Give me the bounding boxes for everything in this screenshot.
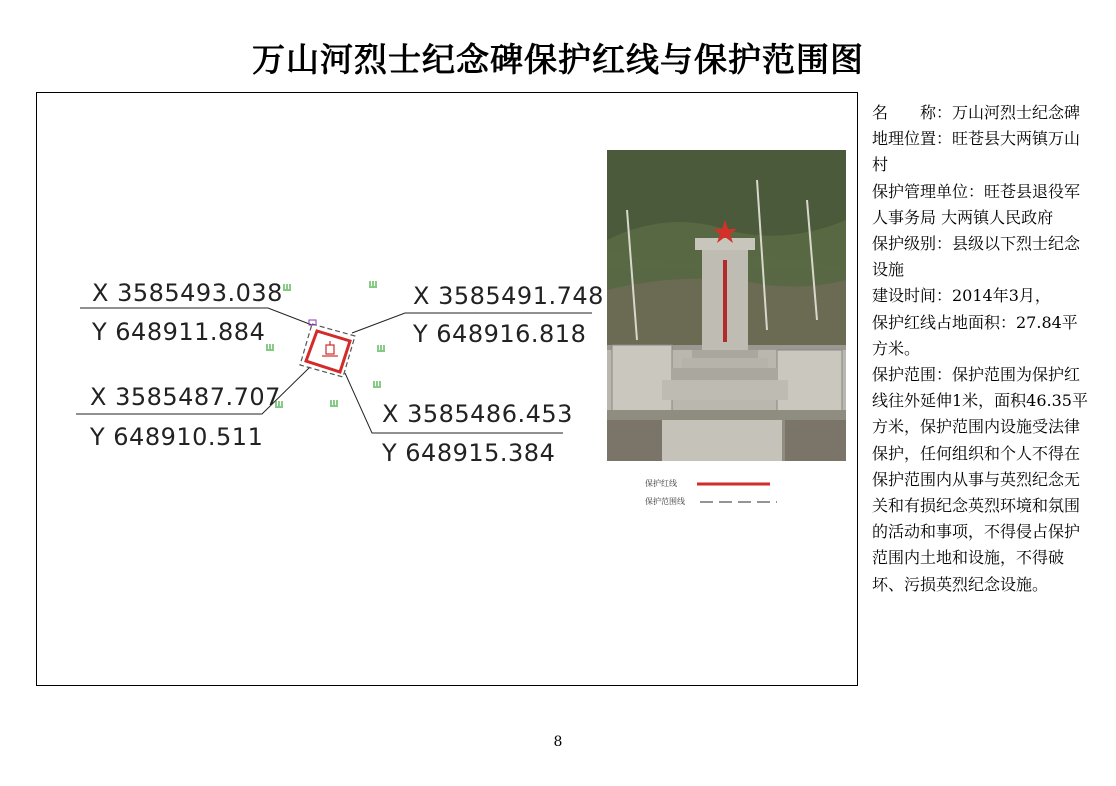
coord-x-nw: X 3585493.038 [92, 279, 283, 307]
coord-y-se: Y 648915.384 [382, 439, 556, 467]
page-title: 万山河烈士纪念碑保护红线与保护范围图 [252, 40, 864, 79]
info-protection-range: 保护范围：保护范围为保护红线往外延伸1米，面积46.35平方米，保护范围内设施受法律保护，任何组织和个人不得在保护范围内从事与英烈纪念无关和有损纪念英烈环境和氛围的活动和事项，不得侵占保护范围内土地和设施，不得破坏、污损英烈纪念设施。 [872, 365, 1088, 594]
legend-range-line-label: 保护范围线 [645, 497, 685, 506]
info-name: 名 称：万山河烈士纪念碑 [872, 103, 1081, 122]
page-number: 8 [553, 734, 563, 750]
info-panel [872, 100, 1090, 598]
info-management-unit: 保护管理单位：旺苍县退役军人事务局 大两镇人民政府 [872, 181, 1081, 227]
monument-photo [607, 150, 846, 461]
legend-red-line-label: 保护红线 [645, 479, 677, 488]
info-red-line-area: 保护红线占地面积：27.84平方米。 [872, 312, 1078, 358]
info-build-time: 建设时间：2014年3月， [872, 286, 1051, 306]
coord-y-nw: Y 648911.884 [92, 318, 266, 346]
info-protection-level: 保护级别：县级以下烈士纪念设施 [872, 234, 1081, 280]
coord-x-ne: X 3585491.748 [413, 282, 604, 310]
coord-y-sw: Y 648910.511 [90, 423, 264, 451]
coord-x-sw: X 3585487.707 [90, 383, 281, 411]
info-location: 地理位置：旺苍县大两镇万山村 [872, 129, 1081, 175]
coord-x-se: X 3585486.453 [382, 400, 573, 428]
coord-y-ne: Y 648916.818 [413, 320, 587, 348]
